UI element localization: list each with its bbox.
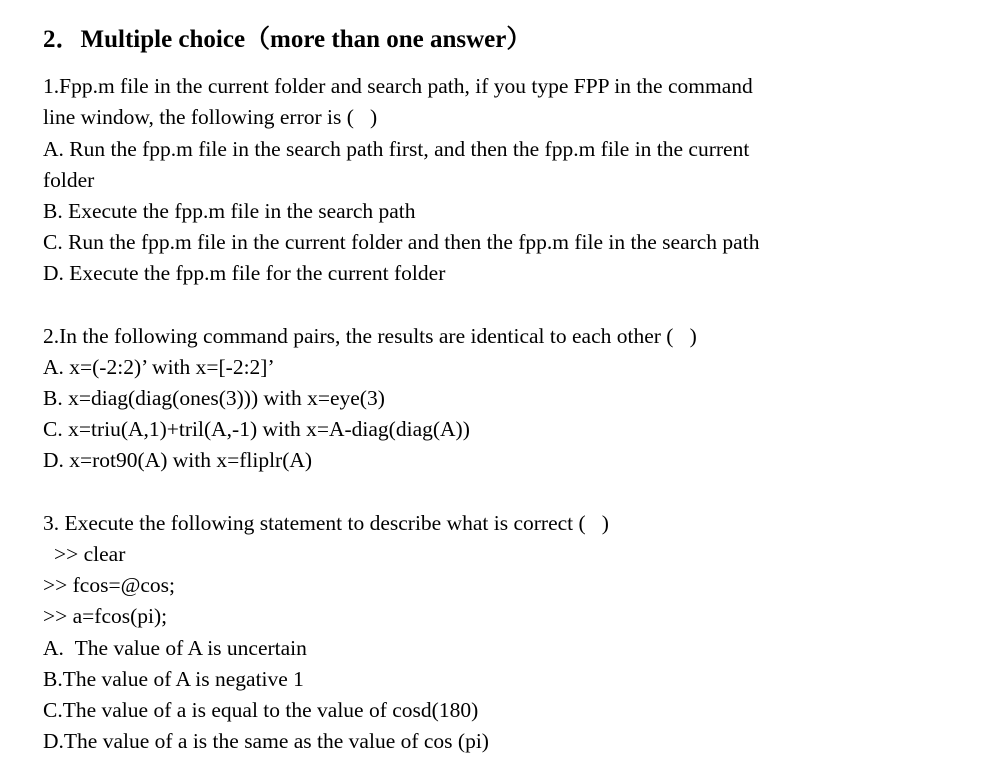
question-2-option-a: A. x=(-2:2)’ with x=[-2:2]’	[43, 355, 275, 379]
question-3-code-line-3: >> a=fcos(pi);	[43, 604, 168, 628]
question-1-stem-line-1: 1.Fpp.m file in the current folder and search path, if you type FPP in the command	[43, 74, 753, 98]
question-3-option-b: B.The value of A is negative 1	[43, 667, 304, 691]
question-1-option-a-cont: folder	[43, 168, 95, 192]
question-1-option-c: C. Run the fpp.m file in the current folder and then the fpp.m file in the search path	[43, 230, 760, 254]
question-3-option-a: A. The value of A is uncertain	[43, 636, 307, 660]
question-2-option-c: C. x=triu(A,1)+tril(A,-1) with x=A-diag(diag(A))	[43, 417, 470, 441]
section-heading: 2．Multiple choice（more than one answer）	[43, 26, 532, 53]
question-1-option-b: B. Execute the fpp.m file in the search path	[43, 199, 416, 223]
question-1-option-d: D. Execute the fpp.m file for the current folder	[43, 261, 446, 285]
question-1-stem-line-2: line window, the following error is ( )	[43, 105, 378, 129]
question-3-option-d: D.The value of a is the same as the value of cos (pi)	[43, 729, 489, 753]
question-3-code-line-2: >> fcos=@cos;	[43, 573, 176, 597]
question-2-stem: 2.In the following command pairs, the results are identical to each other ( )	[43, 324, 697, 348]
question-2-option-b: B. x=diag(diag(ones(3))) with x=eye(3)	[43, 386, 385, 410]
question-1-option-a: A. Run the fpp.m file in the search path first, and then the fpp.m file in the current	[43, 137, 750, 161]
question-2-option-d: D. x=rot90(A) with x=fliplr(A)	[43, 448, 313, 472]
question-3-option-c: C.The value of a is equal to the value of cosd(180)	[43, 698, 479, 722]
question-3-code-line-1: >> clear	[54, 542, 126, 566]
question-3-stem: 3. Execute the following statement to describe what is correct ( )	[43, 511, 609, 535]
